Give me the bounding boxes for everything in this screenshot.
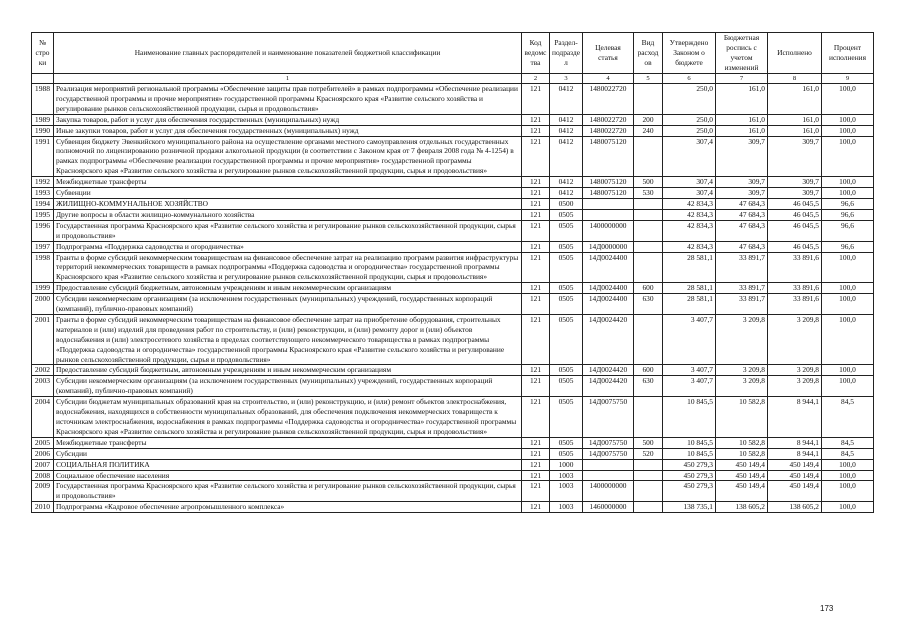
row-ved-cell: 121 <box>522 470 550 481</box>
row-executed-cell: 138 605,2 <box>768 502 822 513</box>
row-executed-cell: 3 209,8 <box>768 376 822 397</box>
row-percent-cell: 100,0 <box>822 125 874 136</box>
row-percent-cell: 96,6 <box>822 241 874 252</box>
page-number: 173 <box>820 604 834 613</box>
row-razdel-cell: 0505 <box>550 376 583 397</box>
row-vr-cell <box>634 84 663 115</box>
row-schedule-cell: 10 582,8 <box>716 397 768 438</box>
row-name-cell: Предоставление субсидий бюджетным, автономным учреждениям и иным некоммерческим организациям <box>54 283 522 294</box>
row-razdel-cell: 0505 <box>550 365 583 376</box>
row-schedule-cell: 3 209,8 <box>716 365 768 376</box>
row-number-cell: 2001 <box>32 314 54 365</box>
row-executed-cell: 8 944,1 <box>768 437 822 448</box>
row-vr-cell <box>634 502 663 513</box>
row-ved-cell: 121 <box>522 294 550 315</box>
table-row <box>32 283 874 294</box>
budget-report-sheet <box>31 32 873 513</box>
row-name-cell: Субвенции <box>54 188 522 199</box>
row-approved-cell: 450 279,3 <box>663 481 716 502</box>
row-name-cell: Социальное обеспечение населения <box>54 470 522 481</box>
row-schedule-cell: 3 209,8 <box>716 314 768 365</box>
row-target-cell <box>583 209 634 220</box>
table-row <box>32 376 874 397</box>
row-executed-cell: 8 944,1 <box>768 397 822 438</box>
row-vr-cell: 520 <box>634 448 663 459</box>
table-row <box>32 114 874 125</box>
row-number-cell: 2007 <box>32 459 54 470</box>
row-approved-cell: 10 845,5 <box>663 437 716 448</box>
row-ved-cell: 121 <box>522 220 550 241</box>
table-row <box>32 294 874 315</box>
row-vr-cell <box>634 252 663 283</box>
row-executed-cell: 3 209,8 <box>768 314 822 365</box>
row-ved-cell: 121 <box>522 198 550 209</box>
column-number: 9 <box>822 74 874 84</box>
row-razdel-cell: 0505 <box>550 397 583 438</box>
row-schedule-cell: 47 684,3 <box>716 198 768 209</box>
row-schedule-cell: 161,0 <box>716 125 768 136</box>
row-executed-cell: 33 891,6 <box>768 252 822 283</box>
row-percent-cell: 100,0 <box>822 84 874 115</box>
row-approved-cell: 450 279,3 <box>663 470 716 481</box>
row-razdel-cell: 0505 <box>550 220 583 241</box>
row-vr-cell <box>634 314 663 365</box>
row-schedule-cell: 33 891,7 <box>716 252 768 283</box>
table-row <box>32 136 874 177</box>
row-percent-cell: 100,0 <box>822 136 874 177</box>
row-name-cell: ЖИЛИЩНО-КОММУНАЛЬНОЕ ХОЗЯЙСТВО <box>54 198 522 209</box>
row-approved-cell: 28 581,1 <box>663 283 716 294</box>
column-number: 4 <box>583 74 634 84</box>
row-name-cell: Межбюджетные трансферты <box>54 437 522 448</box>
row-percent-cell: 100,0 <box>822 502 874 513</box>
table-row <box>32 241 874 252</box>
row-target-cell: 1400000000 <box>583 220 634 241</box>
table-row <box>32 198 874 209</box>
row-executed-cell: 46 045,5 <box>768 198 822 209</box>
row-approved-cell: 138 735,1 <box>663 502 716 513</box>
row-schedule-cell: 47 684,3 <box>716 220 768 241</box>
row-executed-cell: 46 045,5 <box>768 220 822 241</box>
row-executed-cell: 33 891,6 <box>768 294 822 315</box>
table-row <box>32 314 874 365</box>
column-number: 6 <box>663 74 716 84</box>
row-ved-cell: 121 <box>522 365 550 376</box>
row-razdel-cell: 1003 <box>550 481 583 502</box>
table-body <box>32 84 874 513</box>
row-name-cell: Закупка товаров, работ и услуг для обеспечения государственных (муниципальных) нужд <box>54 114 522 125</box>
row-name-cell: Субсидии бюджетам муниципальных образований края на строительство, и (или) реконструкцию, и (или) ремонт объектов электроснабжения, водоснабжения, находящихся в собственности муниципальных образований, для обеспечения подключения некоммерческих товариществ к источникам электроснабжения, водоснабжения в рамках подпрограммы «Поддержка садоводства и огородничества» государственной программы Красноярского края «Развитие сельского хозяйства и регулирование рынков сельскохозяйственной продукции, сырья и продовольствия» <box>54 397 522 438</box>
row-approved-cell: 3 407,7 <box>663 314 716 365</box>
row-number-cell: 2010 <box>32 502 54 513</box>
header-num: № строки <box>32 33 54 74</box>
row-number-cell: 1999 <box>32 283 54 294</box>
row-target-cell: 14Д0024400 <box>583 294 634 315</box>
row-percent-cell: 100,0 <box>822 459 874 470</box>
row-ved-cell: 121 <box>522 188 550 199</box>
row-target-cell: 14Д0024400 <box>583 283 634 294</box>
row-approved-cell: 3 407,7 <box>663 365 716 376</box>
row-approved-cell: 307,4 <box>663 188 716 199</box>
row-name-cell: Подпрограмма «Кадровое обеспечение агропромышленного комплекса» <box>54 502 522 513</box>
row-target-cell: 1480075120 <box>583 177 634 188</box>
row-number-cell: 1989 <box>32 114 54 125</box>
table-row <box>32 459 874 470</box>
table-row <box>32 502 874 513</box>
row-executed-cell: 450 149,4 <box>768 470 822 481</box>
row-schedule-cell: 10 582,8 <box>716 437 768 448</box>
table-row <box>32 481 874 502</box>
row-approved-cell: 28 581,1 <box>663 252 716 283</box>
row-target-cell: 1480022720 <box>583 125 634 136</box>
row-percent-cell: 100,0 <box>822 177 874 188</box>
table-row <box>32 437 874 448</box>
row-executed-cell: 450 149,4 <box>768 481 822 502</box>
row-ved-cell: 121 <box>522 314 550 365</box>
row-approved-cell: 307,4 <box>663 177 716 188</box>
row-number-cell: 2005 <box>32 437 54 448</box>
row-approved-cell: 250,0 <box>663 84 716 115</box>
row-number-cell: 2006 <box>32 448 54 459</box>
row-percent-cell: 100,0 <box>822 365 874 376</box>
row-percent-cell: 96,6 <box>822 220 874 241</box>
header-schedule: Бюджетная роспись с учетом изменений <box>716 33 768 74</box>
row-percent-cell: 100,0 <box>822 283 874 294</box>
row-name-cell: Другие вопросы в области жилищно-коммунального хозяйства <box>54 209 522 220</box>
row-number-cell: 2002 <box>32 365 54 376</box>
row-percent-cell: 100,0 <box>822 314 874 365</box>
header-name: Наименование главных распорядителей и наименование показателей бюджетной классификации <box>54 33 522 74</box>
row-executed-cell: 161,0 <box>768 114 822 125</box>
row-executed-cell: 309,7 <box>768 177 822 188</box>
column-number: 8 <box>768 74 822 84</box>
row-approved-cell: 307,4 <box>663 136 716 177</box>
row-schedule-cell: 309,7 <box>716 177 768 188</box>
row-approved-cell: 10 845,5 <box>663 448 716 459</box>
row-vr-cell: 600 <box>634 283 663 294</box>
row-schedule-cell: 450 149,4 <box>716 470 768 481</box>
row-vr-cell <box>634 481 663 502</box>
row-vr-cell <box>634 220 663 241</box>
row-razdel-cell: 0412 <box>550 84 583 115</box>
row-executed-cell: 46 045,5 <box>768 241 822 252</box>
row-approved-cell: 10 845,5 <box>663 397 716 438</box>
row-target-cell <box>583 459 634 470</box>
row-razdel-cell: 0505 <box>550 209 583 220</box>
row-target-cell: 1480022720 <box>583 84 634 115</box>
row-target-cell: 14Д0075750 <box>583 448 634 459</box>
row-ved-cell: 121 <box>522 481 550 502</box>
row-vr-cell: 500 <box>634 437 663 448</box>
row-razdel-cell: 1003 <box>550 502 583 513</box>
header-vr: Вид расходов <box>634 33 663 74</box>
header-percent: Процент исполнения <box>822 33 874 74</box>
row-number-cell: 2009 <box>32 481 54 502</box>
row-razdel-cell: 0505 <box>550 314 583 365</box>
table-row <box>32 209 874 220</box>
row-schedule-cell: 10 582,8 <box>716 448 768 459</box>
row-approved-cell: 42 834,3 <box>663 220 716 241</box>
row-name-cell: Государственная программа Красноярского края «Развитие сельского хозяйства и регулирование рынков сельскохозяйственной продукции, сырья и продовольствия» <box>54 481 522 502</box>
row-percent-cell: 100,0 <box>822 470 874 481</box>
row-schedule-cell: 309,7 <box>716 136 768 177</box>
row-target-cell: 14Д0024420 <box>583 376 634 397</box>
table-row <box>32 470 874 481</box>
row-target-cell: 14Д0000000 <box>583 241 634 252</box>
row-name-cell: Иные закупки товаров, работ и услуг для обеспечения государственных (муниципальных) нужд <box>54 125 522 136</box>
column-number <box>32 74 54 84</box>
row-vr-cell: 240 <box>634 125 663 136</box>
row-target-cell <box>583 198 634 209</box>
row-vr-cell <box>634 241 663 252</box>
row-approved-cell: 42 834,3 <box>663 241 716 252</box>
row-ved-cell: 121 <box>522 448 550 459</box>
row-percent-cell: 84,5 <box>822 448 874 459</box>
row-schedule-cell: 161,0 <box>716 84 768 115</box>
row-approved-cell: 42 834,3 <box>663 209 716 220</box>
row-approved-cell: 3 407,7 <box>663 376 716 397</box>
row-razdel-cell: 0505 <box>550 294 583 315</box>
row-schedule-cell: 33 891,7 <box>716 294 768 315</box>
row-executed-cell: 33 891,6 <box>768 283 822 294</box>
row-vr-cell: 630 <box>634 294 663 315</box>
row-schedule-cell: 450 149,4 <box>716 481 768 502</box>
table-row <box>32 220 874 241</box>
row-target-cell: 14Д0024400 <box>583 252 634 283</box>
row-schedule-cell: 33 891,7 <box>716 283 768 294</box>
row-approved-cell: 250,0 <box>663 125 716 136</box>
row-ved-cell: 121 <box>522 283 550 294</box>
column-number: 7 <box>716 74 768 84</box>
row-target-cell: 1400000000 <box>583 481 634 502</box>
row-razdel-cell: 1000 <box>550 459 583 470</box>
row-number-cell: 1993 <box>32 188 54 199</box>
row-ved-cell: 121 <box>522 437 550 448</box>
header-approved: Утверждено Законом о бюджете <box>663 33 716 74</box>
row-vr-cell: 200 <box>634 114 663 125</box>
row-number-cell: 1990 <box>32 125 54 136</box>
row-razdel-cell: 0412 <box>550 177 583 188</box>
row-number-cell: 1988 <box>32 84 54 115</box>
row-name-cell: Гранты в форме субсидий некоммерческим товариществам на финансовое обеспечение затрат на реализацию программ развития инфраструктуры территорий некоммерческих товариществ в рамках подпрограммы «Поддержка садоводства и огородничества» государственной программы Красноярского края «Развитие сельского хозяйства и регулирование рынков сельскохозяйственной продукции, сырья и продовольствия» <box>54 252 522 283</box>
row-executed-cell: 3 209,8 <box>768 365 822 376</box>
row-approved-cell: 250,0 <box>663 114 716 125</box>
row-target-cell: 14Д0075750 <box>583 397 634 438</box>
row-name-cell: СОЦИАЛЬНАЯ ПОЛИТИКА <box>54 459 522 470</box>
row-razdel-cell: 0505 <box>550 241 583 252</box>
row-number-cell: 1992 <box>32 177 54 188</box>
row-number-cell: 1995 <box>32 209 54 220</box>
row-name-cell: Подпрограмма «Поддержка садоводства и огородничества» <box>54 241 522 252</box>
row-approved-cell: 450 279,3 <box>663 459 716 470</box>
row-ved-cell: 121 <box>522 502 550 513</box>
row-schedule-cell: 161,0 <box>716 114 768 125</box>
table-header-row <box>32 33 874 74</box>
row-percent-cell: 100,0 <box>822 114 874 125</box>
row-number-cell: 2003 <box>32 376 54 397</box>
row-number-cell: 1997 <box>32 241 54 252</box>
row-ved-cell: 121 <box>522 136 550 177</box>
row-name-cell: Реализация мероприятий региональной программы «Обеспечение защиты прав потребителей» в рамках подпрограммы «Обеспечение реализации государственной программы и прочие мероприятия» государственной программы Красноярского края «Развитие сельского хозяйства и регулирование рынков сельскохозяйственной продукции, сырья и продовольствия» <box>54 84 522 115</box>
row-executed-cell: 46 045,5 <box>768 209 822 220</box>
row-ved-cell: 121 <box>522 125 550 136</box>
row-razdel-cell: 1003 <box>550 470 583 481</box>
row-ved-cell: 121 <box>522 84 550 115</box>
row-percent-cell: 100,0 <box>822 252 874 283</box>
row-vr-cell <box>634 459 663 470</box>
row-executed-cell: 161,0 <box>768 125 822 136</box>
row-vr-cell: 530 <box>634 188 663 199</box>
row-razdel-cell: 0412 <box>550 136 583 177</box>
header-ved: Код ведомства <box>522 33 550 74</box>
row-target-cell: 14Д0024420 <box>583 314 634 365</box>
row-number-cell: 1998 <box>32 252 54 283</box>
row-executed-cell: 450 149,4 <box>768 459 822 470</box>
row-percent-cell: 100,0 <box>822 376 874 397</box>
table-row <box>32 252 874 283</box>
row-target-cell: 1460000000 <box>583 502 634 513</box>
row-number-cell: 2000 <box>32 294 54 315</box>
row-number-cell: 2008 <box>32 470 54 481</box>
row-approved-cell: 28 581,1 <box>663 294 716 315</box>
row-ved-cell: 121 <box>522 241 550 252</box>
row-vr-cell <box>634 198 663 209</box>
row-ved-cell: 121 <box>522 114 550 125</box>
row-number-cell: 1991 <box>32 136 54 177</box>
row-percent-cell: 84,5 <box>822 437 874 448</box>
row-executed-cell: 8 944,1 <box>768 448 822 459</box>
row-name-cell: Субсидии некоммерческим организациям (за исключением государственных (муниципальных) учреждений, государственных корпораций (компаний), публично-правовых компаний) <box>54 376 522 397</box>
budget-table <box>31 32 874 513</box>
row-percent-cell: 96,6 <box>822 209 874 220</box>
row-percent-cell: 100,0 <box>822 188 874 199</box>
row-ved-cell: 121 <box>522 177 550 188</box>
row-number-cell: 1994 <box>32 198 54 209</box>
row-vr-cell: 500 <box>634 177 663 188</box>
row-ved-cell: 121 <box>522 459 550 470</box>
row-number-cell: 1996 <box>32 220 54 241</box>
row-name-cell: Субсидии <box>54 448 522 459</box>
row-ved-cell: 121 <box>522 252 550 283</box>
row-razdel-cell: 0412 <box>550 188 583 199</box>
row-approved-cell: 42 834,3 <box>663 198 716 209</box>
column-number: 2 <box>522 74 550 84</box>
row-vr-cell <box>634 470 663 481</box>
row-name-cell: Субвенция бюджету Эвенкийского муниципального района на осуществление органами местного самоуправления отдельных государственных полномочий по лицензированию розничной продажи алкогольной продукции (в соответствии с Законом края от 7 февраля 2008 года № 4-1254) в рамках подпрограммы «Обеспечение реализации государственной программы и прочие мероприятия» государственной программы Красноярского края «Развитие сельского хозяйства и регулирование рынков сельскохозяйственной продукции, сырья и продовольствия» <box>54 136 522 177</box>
row-target-cell: 1480075120 <box>583 136 634 177</box>
header-target: Целевая статья <box>583 33 634 74</box>
row-ved-cell: 121 <box>522 376 550 397</box>
row-percent-cell: 96,6 <box>822 198 874 209</box>
row-percent-cell: 84,5 <box>822 397 874 438</box>
row-schedule-cell: 47 684,3 <box>716 241 768 252</box>
row-razdel-cell: 0500 <box>550 198 583 209</box>
table-row <box>32 365 874 376</box>
row-vr-cell: 630 <box>634 376 663 397</box>
row-razdel-cell: 0412 <box>550 125 583 136</box>
header-razdel: Раздел-подраздел <box>550 33 583 74</box>
row-schedule-cell: 309,7 <box>716 188 768 199</box>
row-percent-cell: 100,0 <box>822 294 874 315</box>
row-vr-cell <box>634 136 663 177</box>
row-razdel-cell: 0412 <box>550 114 583 125</box>
row-vr-cell: 600 <box>634 365 663 376</box>
row-razdel-cell: 0505 <box>550 448 583 459</box>
header-executed: Исполнено <box>768 33 822 74</box>
row-target-cell: 14Д0024420 <box>583 365 634 376</box>
row-name-cell: Субсидии некоммерческим организациям (за исключением государственных (муниципальных) учреждений, государственных корпораций (компаний), публично-правовых компаний) <box>54 294 522 315</box>
row-executed-cell: 309,7 <box>768 136 822 177</box>
column-number: 3 <box>550 74 583 84</box>
column-number-row <box>32 74 874 84</box>
table-row <box>32 397 874 438</box>
row-executed-cell: 309,7 <box>768 188 822 199</box>
row-schedule-cell: 450 149,4 <box>716 459 768 470</box>
row-name-cell: Государственная программа Красноярского края «Развитие сельского хозяйства и регулирование рынков сельскохозяйственной продукции, сырья и продовольствия» <box>54 220 522 241</box>
row-target-cell: 1480075120 <box>583 188 634 199</box>
row-razdel-cell: 0505 <box>550 283 583 294</box>
table-row <box>32 84 874 115</box>
row-schedule-cell: 3 209,8 <box>716 376 768 397</box>
row-razdel-cell: 0505 <box>550 437 583 448</box>
table-row <box>32 177 874 188</box>
row-vr-cell <box>634 209 663 220</box>
row-executed-cell: 161,0 <box>768 84 822 115</box>
row-schedule-cell: 47 684,3 <box>716 209 768 220</box>
row-ved-cell: 121 <box>522 397 550 438</box>
column-number: 5 <box>634 74 663 84</box>
table-row <box>32 188 874 199</box>
column-number: 1 <box>54 74 522 84</box>
row-name-cell: Гранты в форме субсидий некоммерческим товариществам на финансовое обеспечение затрат на приобретение оборудования, строительных материалов и (или) изделий для проведения работ по строительству, и (или) реконструкции, и (или) ремонту дорог и (или) объектов водоснабжения и (или) электросетевого хозяйства в пределах соответствующего некоммерческого товарищества в рамках подпрограммы «Поддержка садоводства и огородничества» государственной программы Красноярского края «Развитие сельского хозяйства и регулирование рынков сельскохозяйственной продукции, сырья и продовольствия» <box>54 314 522 365</box>
row-target-cell <box>583 470 634 481</box>
row-razdel-cell: 0505 <box>550 252 583 283</box>
table-row <box>32 448 874 459</box>
row-ved-cell: 121 <box>522 209 550 220</box>
row-schedule-cell: 138 605,2 <box>716 502 768 513</box>
table-row <box>32 125 874 136</box>
row-percent-cell: 100,0 <box>822 481 874 502</box>
row-name-cell: Межбюджетные трансферты <box>54 177 522 188</box>
row-vr-cell <box>634 397 663 438</box>
row-target-cell: 14Д0075750 <box>583 437 634 448</box>
row-name-cell: Предоставление субсидий бюджетным, автономным учреждениям и иным некоммерческим организациям <box>54 365 522 376</box>
row-number-cell: 2004 <box>32 397 54 438</box>
row-target-cell: 1480022720 <box>583 114 634 125</box>
